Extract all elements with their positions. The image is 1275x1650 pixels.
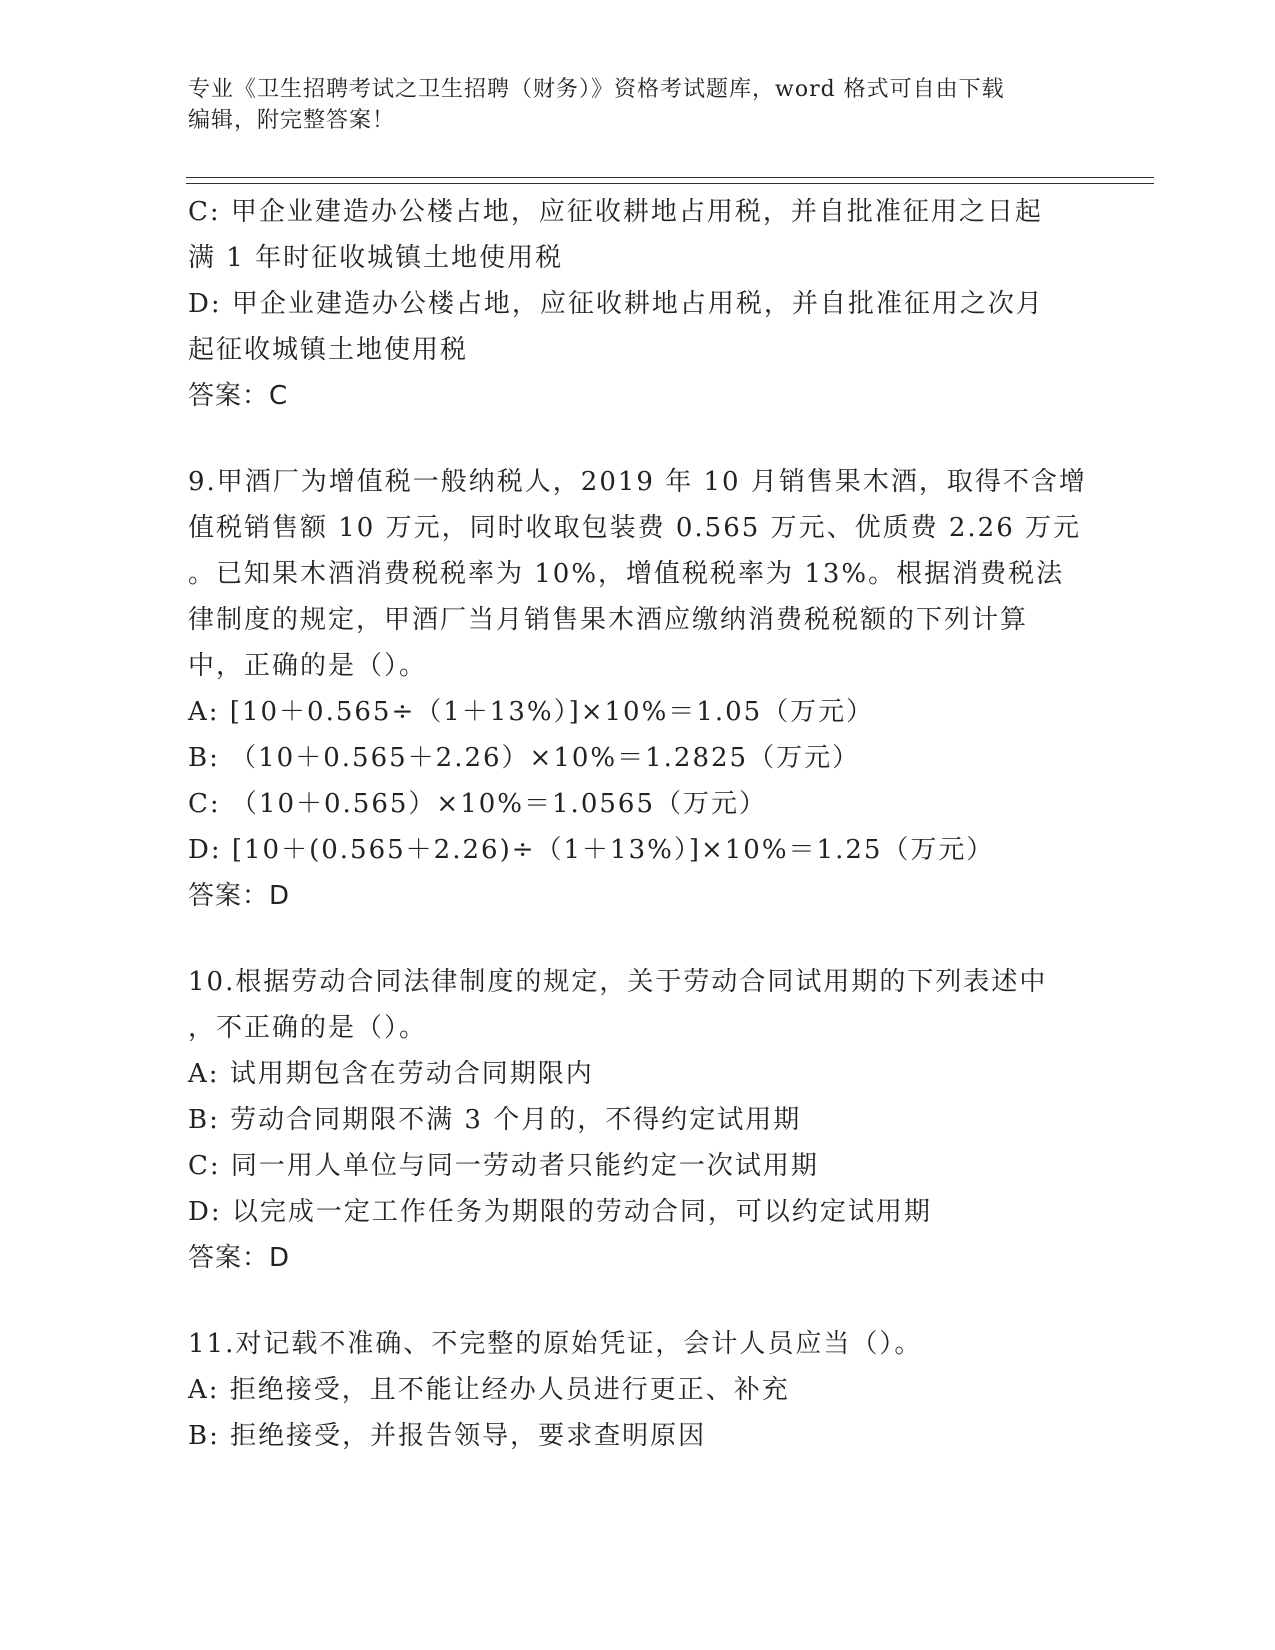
option-c-line-1: C: 甲企业建造办公楼占地，应征收耕地占用税，并自批准征用之日起 [188,197,1043,227]
question-8-tail [188,189,1088,419]
question-stem-line: 值税销售额 10 万元，同时收取包装费 0.565 万元、优质费 2.26 万元 [188,513,1081,543]
option-c: C: 同一用人单位与同一劳动者只能约定一次试用期 [188,1151,819,1181]
header-line-1: 专业《卫生招聘考试之卫生招聘（财务）》资格考试题库，word 格式可自由下载 [188,77,1005,102]
spacer [188,1281,1088,1321]
header-line-2: 编辑，附完整答案！ [188,108,396,133]
question-stem-line: 9.甲酒厂为增值税一般纳税人，2019 年 10 月销售果木酒，取得不含增 [188,467,1087,497]
option-a: A: 拒绝接受，且不能让经办人员进行更正、补充 [188,1375,790,1405]
option-b: B: 劳动合同期限不满 3 个月的，不得约定试用期 [188,1105,802,1135]
answer-line: 答案：C [188,381,289,411]
answer-line: 答案：D [188,1243,291,1273]
question-stem-line: 10.根据劳动合同法律制度的规定，关于劳动合同试用期的下列表述中 [188,967,1048,997]
option-d: D: [10＋(0.565＋2.26)÷（1＋13%）]×10%＝1.25（万元） [188,835,995,865]
answer-line: 答案：D [188,881,291,911]
question-stem-line: 11.对记载不准确、不完整的原始凭证，会计人员应当（）。 [188,1329,923,1359]
option-a: A: 试用期包含在劳动合同期限内 [188,1059,594,1089]
question-stem-line: 中，正确的是（）。 [188,651,428,681]
spacer [188,919,1088,959]
question-10 [188,959,1088,1281]
option-c-line-2: 满 1 年时征收城镇土地使用税 [188,243,564,273]
question-content [188,189,1088,1459]
document-header [188,74,1088,136]
option-c: C: （10＋0.565）×10%＝1.0565（万元） [188,789,767,819]
option-b: B: （10＋0.565＋2.26）×10%＝1.2825（万元） [188,743,861,773]
option-b: B: 拒绝接受，并报告领导，要求查明原因 [188,1421,707,1451]
question-11 [188,1321,1088,1459]
option-d-line-2: 起征收城镇土地使用税 [188,335,469,365]
question-9 [188,459,1088,919]
option-a: A: [10＋0.565÷（1＋13%）]×10%＝1.05（万元） [188,697,875,727]
header-divider-bottom [186,183,1154,184]
option-d-line-1: D: 甲企业建造办公楼占地，应征收耕地占用税，并自批准征用之次月 [188,289,1044,319]
spacer [188,419,1088,459]
question-stem-line: 律制度的规定，甲酒厂当月销售果木酒应缴纳消费税税额的下列计算 [188,605,1029,635]
question-stem-line: 。已知果木酒消费税税率为 10%，增值税税率为 13%。根据消费税法 [188,559,1065,589]
option-d: D: 以完成一定工作任务为期限的劳动合同，可以约定试用期 [188,1197,932,1227]
question-stem-line: ，不正确的是（）。 [188,1013,428,1043]
header-divider-top [186,177,1154,178]
